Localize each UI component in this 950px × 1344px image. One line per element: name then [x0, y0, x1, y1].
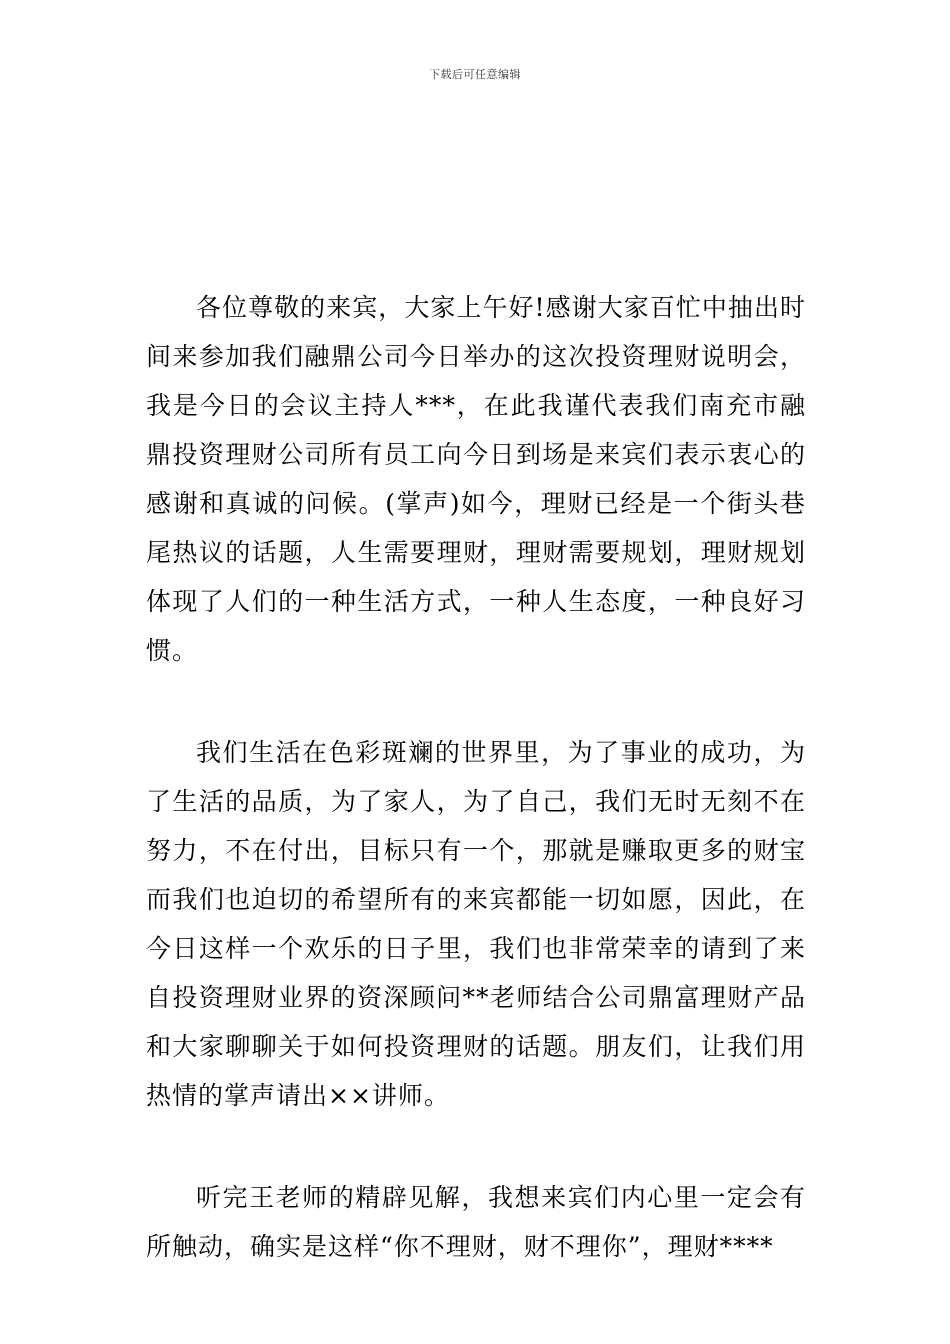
page-header-note: 下载后可任意编辑	[429, 68, 521, 81]
paragraph-introduction: 我们生活在色彩斑斓的世界里，为了事业的成功，为了生活的品质，为了家人，为了自己，我们无时无刻不在努力，不在付出，目标只有一个，那就是赚取更多的财宝而我们也迫切的希望所有的来宾都能一切如愿，因此，在今日这样一个欢乐的日子里，我们也非常荣幸的请到了来自投资理财业界的资深顾问**老师结合公司鼎富理财产品和大家聊聊关于如何投资理财的话题。朋友们，让我们用热情的掌声请出××讲师。	[146, 738, 806, 1110]
paragraph-closing: 听完王老师的精辟见解，我想来宾们内心里一定会有所触动，确实是这样“你不理财，财不理你”，理财****	[146, 1183, 806, 1261]
document-body	[146, 283, 806, 1324]
paragraph-opening: 各位尊敬的来宾，大家上午好!感谢大家百忙中抽出时间来参加我们融鼎公司今日举办的这次投资理财说明会，我是今日的会议主持人***，在此我谨代表我们南充市融鼎投资理财公司所有员工向今日到场是来宾们表示衷心的感谢和真诚的问候。(掌声)如今，理财已经是一个街头巷尾热议的话题，人生需要理财，理财需要规划，理财规划体现了人们的一种生活方式，一种人生态度，一种良好习惯。	[146, 293, 806, 665]
